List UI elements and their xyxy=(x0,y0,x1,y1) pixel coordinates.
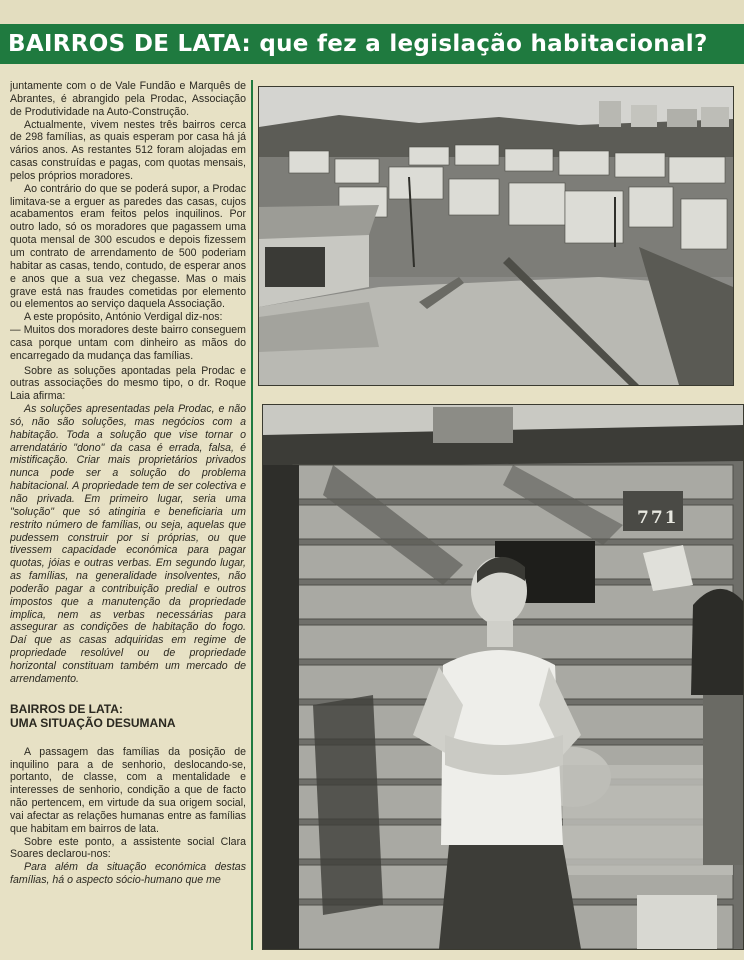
column-divider xyxy=(251,80,253,950)
paragraph: juntamente com o de Vale Fundão e Marquês de Abrantes, é abrangido pela Prodac, Associação de Produtividade na Auto-Construção. xyxy=(10,80,246,118)
shack-resident-photo xyxy=(262,404,744,950)
housing-estate-photo xyxy=(258,86,734,386)
quote-paragraph: As soluções apresentadas pela Prodac, e não só, não são soluções, mas negócios com a habitação. Toda a solução que vise tornar o arrendatário "dono" da casa é errada, falsa, é mistificação. Criar mais proprietários privados nunca pode ser a solução do problema habitacional. A propriedade tem de ser colectiva e não privada. Em primeiro lugar, seria uma "solução" que só atingiria e beneficiaria um restrito número de famílias, ou seja, aquelas que pudessem construir por si próprias, ou que tivessem capacidade económica para pagar quotas, jóias e outras verbas. Em segundo lugar, as famílias, na generalidade insolventes, não poderão pagar a contribuição predial e outros impostos que a manutenção da propriedade implica, nem as verbas necessárias para assegurar as condições de habitação do fogo. Daí que as casas adquiridas em regime de propriedade resolúvel ou de propriedade horizontal constituam também um mercado de arrendamento. xyxy=(10,403,246,685)
paragraph: Sobre as soluções apontadas pela Prodac e outras associações do mesmo tipo, o dr. Roque Laia afirma: xyxy=(10,364,246,403)
top-margin xyxy=(0,0,744,24)
house-number-plate: 771 xyxy=(637,508,679,528)
paragraph: Actualmente, vivem nestes três bairros cerca de 298 famílias, as quais esperam por casa há já vários anos. As restantes 512 foram alojadas em casas construídas e pagas, com quotas mensais, pelos próprios moradores. xyxy=(10,118,246,182)
headline: BAIRROS DE LATA: que fez a legislação habitacional? xyxy=(8,31,708,57)
subheading-line: BAIRROS DE LATA: xyxy=(10,701,123,716)
quote-paragraph: Para além da situação económica destas famílias, há o aspecto sócio-humano que me xyxy=(10,861,246,887)
paragraph: A passagem das famílias da posição de inquilino para a de senhorio, deslocando-se, portanto, de classe, com a mentalidade e interesses de senhorio, condição a que de facto não pertencem, em virtude da sua origem social, vai afectar as relações humanas entre as famílias que habitam em bairros de lata. xyxy=(10,745,246,835)
paragraph: A este propósito, António Verdigal diz-nos: xyxy=(24,311,223,324)
article-text-column xyxy=(10,80,246,952)
paragraph: Ao contrário do que se poderá supor, a Prodac limitava-se a erguer as paredes das casas, cujos acabamentos eram feitos pelos inquilinos. Por outro lado, só os moradores que pagassem uma quota mensal de 300 escudos e depois fizessem um contrato de arrendamento de 500 poderiam habitar as casas, tendo, contudo, de esperar anos e anos que a sua vez chegasse. Mas o mais grave está nas fraudes cometidas por elemento ou elementos ao serviço daquela Associação. xyxy=(10,182,246,311)
paragraph: Sobre este ponto, a assistente social Clara Soares declarou-nos: xyxy=(10,835,246,861)
headline-bar xyxy=(0,24,744,64)
subheading-line: UMA SITUAÇÃO DESUMANA xyxy=(10,715,176,730)
section-subheading xyxy=(10,702,246,730)
quote-paragraph: — Muitos dos moradores deste bairro conseguem casa porque untam com dinheiro as mãos do encarregado da mudança das famílias. xyxy=(10,324,246,362)
